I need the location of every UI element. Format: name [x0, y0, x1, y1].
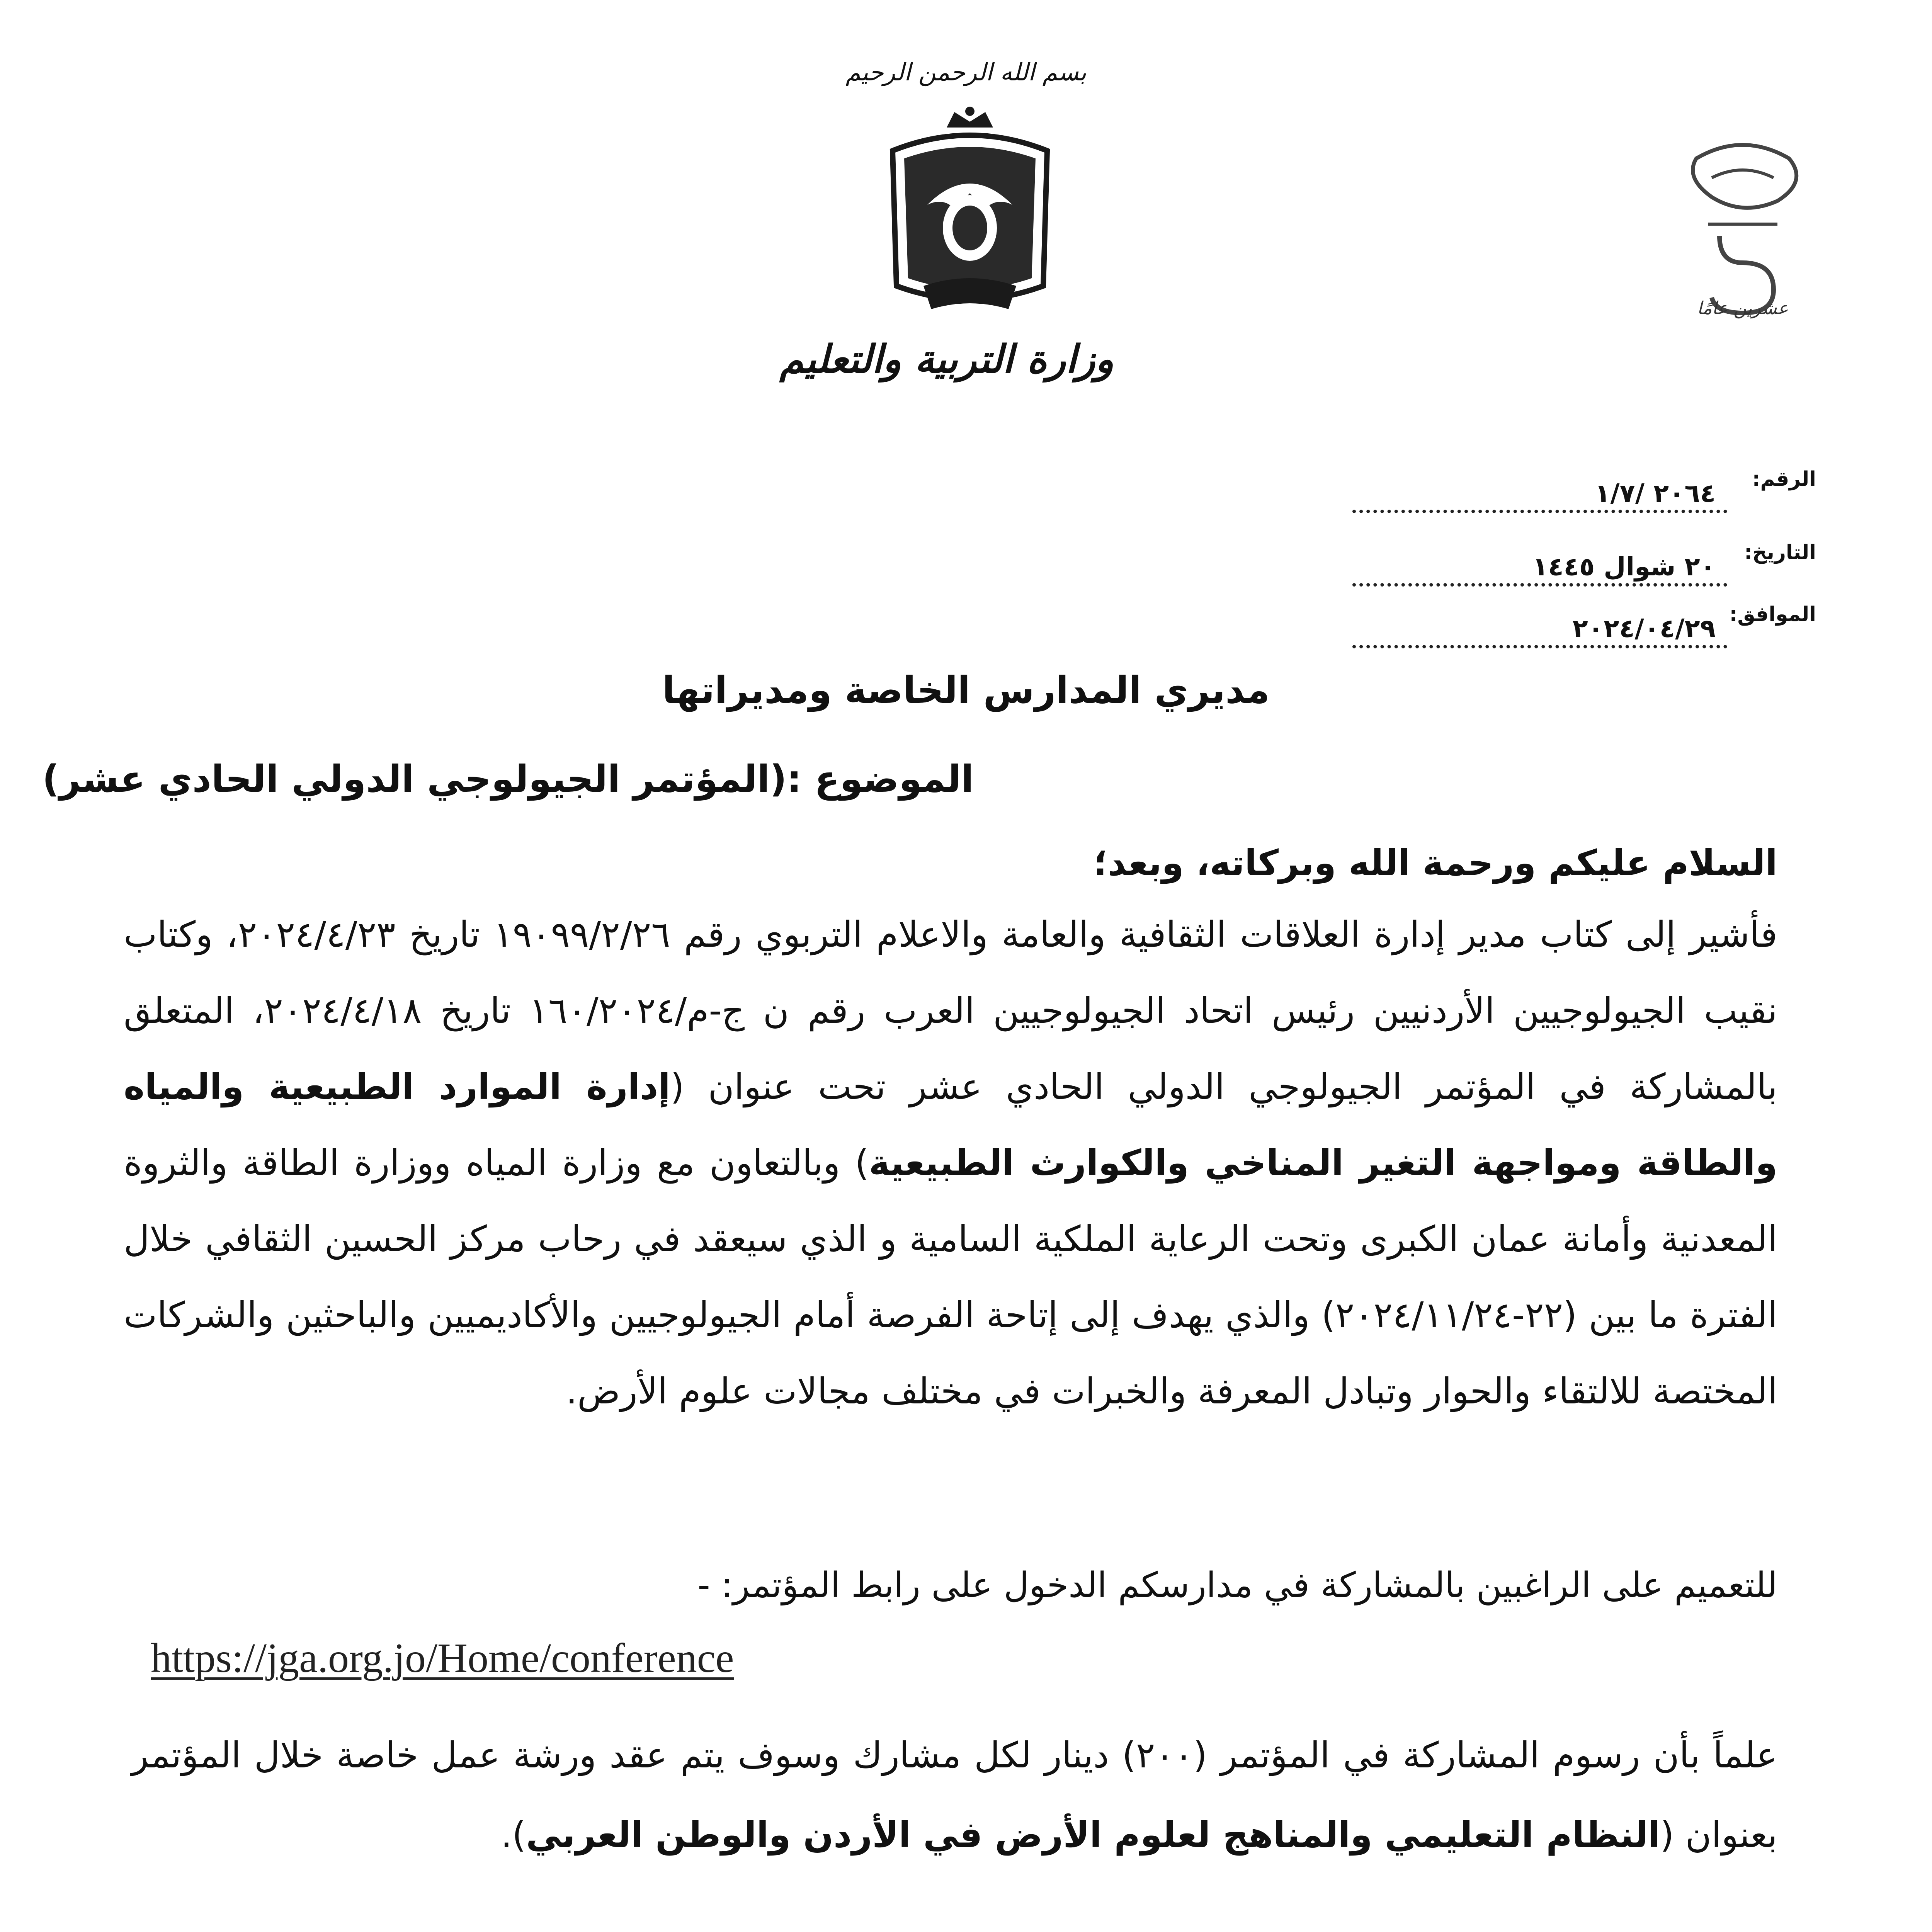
workshop-title: النظام التعليمي والمناهج لعلوم الأرض في الأردن والوطن العربي — [526, 1814, 1660, 1855]
recipient: مديري المدارس الخاصة ومديراتها — [662, 668, 1270, 712]
body-part2: ) وبالتعاون مع وزارة المياه ووزارة الطاقة والثروة المعدنية وأمانة عمان الكبرى وتحت الرعاية الملكية السامية و الذي سيعقد في رحاب مركز الحسين الثقافي خلال الفترة ما بين (٢٢-٢٠٢٤/١١/٢٤) والذي يهدف إلى إتاحة الفرصة أمام الجيولوجيين والأكاديميين والباحثين والشركات المختصة للالتقاء والحوار وتبادل المعرفة والخبرات في مختلف مجالات علوم الأرض. — [124, 1142, 1777, 1412]
ministry-logo-text: وزارة التربية والتعليم — [779, 336, 1114, 382]
subject: الموضوع :(المؤتمر الجيولوجي الدولي الحادي عشر) — [42, 757, 974, 801]
conference-link[interactable]: https://jga.org.jo/Home/conference — [151, 1635, 734, 1681]
conference-title: إدارة الموارد الطبيعية والمياه والطاقة ومواجهة التغير المناخي والكوارث الطبيعية — [124, 1066, 1778, 1184]
fees-part1: علماً بأن رسوم المشاركة في المؤتمر (٢٠٠) دينار لكل مشارك وسوف يتم عقد ورشة عمل خاصة خلال المؤتمر بعنوان ( — [131, 1735, 1777, 1855]
reference-date — [1352, 541, 1816, 583]
anniversary-emblem-text: عشرين عامًا — [1697, 298, 1789, 318]
circulate-note: للتعميم على الراغبين بالمشاركة في مدارسكم الدخول على رابط المؤتمر: - — [697, 1565, 1777, 1605]
anniversary-emblem-icon — [1662, 135, 1824, 352]
body-paragraph — [124, 896, 1777, 1429]
basmala: بسم الله الرحمن الرحيم — [845, 58, 1087, 86]
fees-paragraph — [131, 1716, 1777, 1875]
greeting: السلام عليكم ورحمة الله وبركاته، وبعد؛ — [1094, 842, 1777, 884]
reference-corresponding — [1352, 603, 1816, 645]
reference-corresponding-value: ٢٠٢٤/٠٤/٢٩ — [1352, 614, 1727, 648]
reference-number-label: الرقم: — [1752, 468, 1816, 491]
reference-corresponding-label: الموافق: — [1729, 603, 1816, 626]
reference-date-value: ٢٠ شوال ١٤٤٥ — [1352, 552, 1727, 587]
body-part1: فأشير إلى كتاب مدير إدارة العلاقات الثقافية والعامة والاعلام التربوي رقم ١٩٠٩٩/٢/٢٦ تاريخ ٢٠٢٤/٤/٢٣، وكتاب نقيب الجيولوجيين الأردنيين رئيس اتحاد الجيولوجيين العرب رقم ن ج-م/١٦٠/٢٠٢٤ تاريخ ٢٠٢٤/٤/١٨، المتعلق بالمشاركة في المؤتمر الجيولوجي الدولي الحادي عشر تحت عنوان ( — [124, 914, 1778, 1107]
reference-date-label: التاريخ: — [1744, 541, 1816, 564]
fees-part2: ). — [501, 1814, 526, 1855]
reference-number-value: ٢٠٦٤ /١/٧ — [1352, 478, 1727, 513]
reference-number — [1352, 468, 1816, 510]
royal-crest-icon — [869, 104, 1070, 321]
